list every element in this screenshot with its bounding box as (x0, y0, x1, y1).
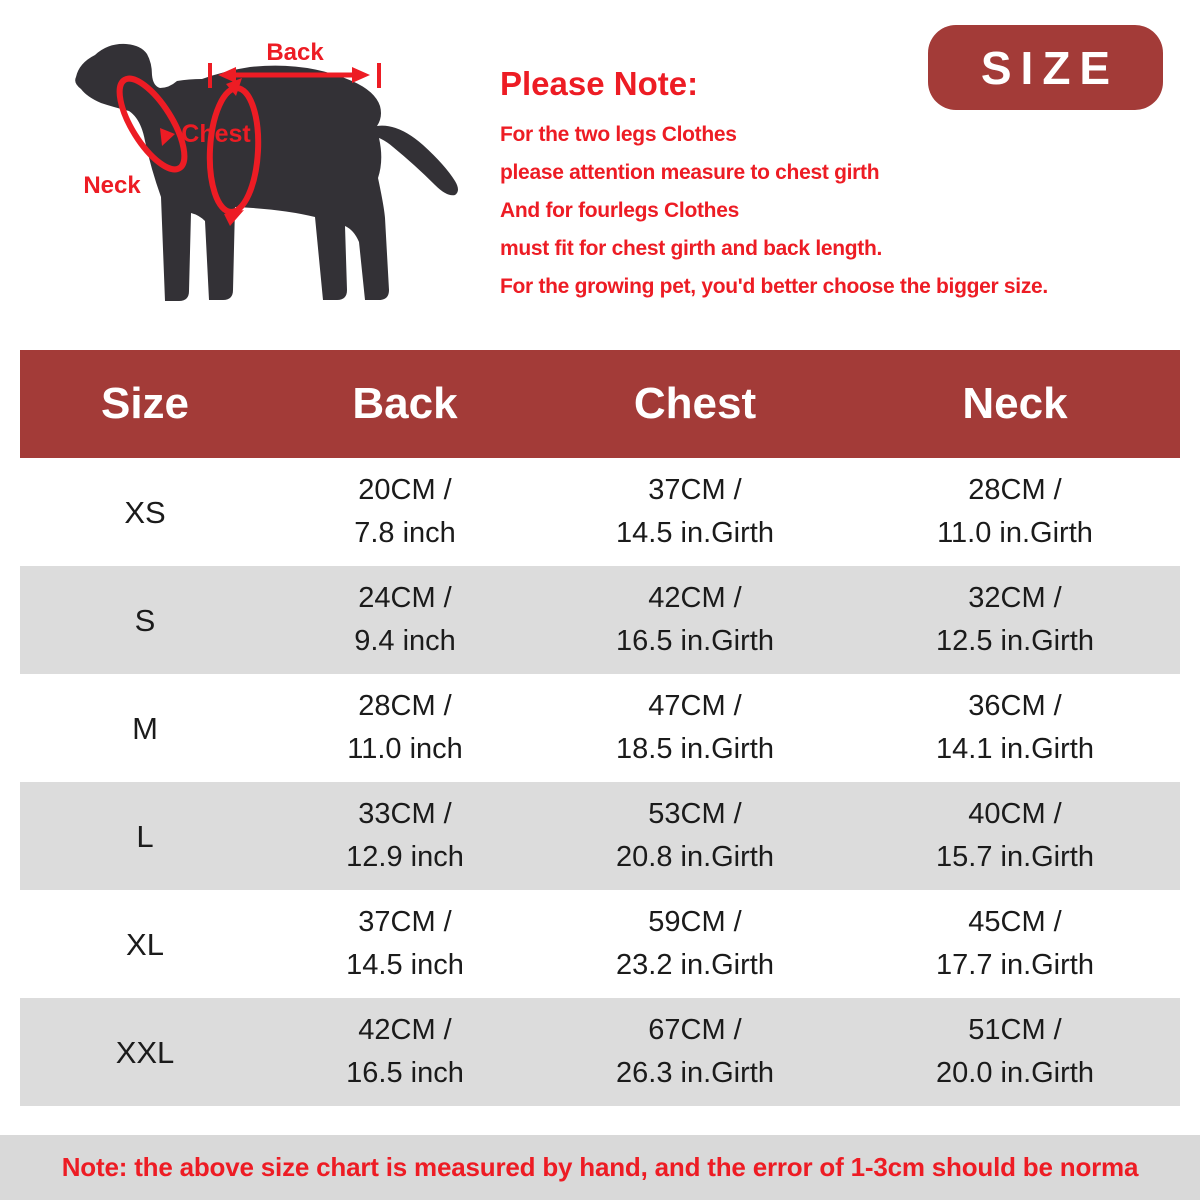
neck-cell (850, 469, 1180, 555)
back-cm: 28CM / (358, 690, 452, 722)
neck-cm: 28CM / (968, 474, 1062, 506)
back-cm: 24CM / (358, 582, 452, 614)
neck-cell (850, 685, 1180, 771)
back-inch: 7.8 inch (354, 517, 456, 549)
back-inch: 14.5 inch (346, 949, 464, 981)
chest-cell (540, 793, 850, 879)
table-row-l (20, 782, 1180, 890)
back-cm: 42CM / (358, 1014, 452, 1046)
back-arrowhead-right (352, 67, 370, 83)
table-row-xxl (20, 998, 1180, 1106)
back-inch: 12.9 inch (346, 841, 464, 873)
please-note-title: Please Note: (500, 65, 699, 102)
chest-cell (540, 469, 850, 555)
size-label: M (132, 710, 158, 746)
chest-inch: 20.8 in.Girth (616, 841, 774, 873)
back-cell (270, 1009, 540, 1095)
back-cell (270, 901, 540, 987)
neck-cm: 40CM / (968, 798, 1062, 830)
neck-cell (850, 1009, 1180, 1095)
size-label: XXL (115, 1034, 175, 1070)
header-back: Back (352, 379, 458, 428)
header-size: Size (100, 379, 190, 428)
chest-cell (540, 577, 850, 663)
chest-cell (540, 1009, 850, 1095)
back-cell (270, 685, 540, 771)
neck-cell (850, 793, 1180, 879)
chest-cell (540, 685, 850, 771)
chest-inch: 16.5 in.Girth (616, 625, 774, 657)
neck-inch: 15.7 in.Girth (936, 841, 1094, 873)
note-line-5: For the growing pet, you'd better choose the bigger size. (500, 275, 1048, 298)
back-cm: 33CM / (358, 798, 452, 830)
back-inch: 11.0 inch (347, 733, 463, 765)
chest-inch: 26.3 in.Girth (616, 1057, 774, 1089)
neck-inch: 11.0 in.Girth (937, 517, 1093, 549)
chest-inch: 23.2 in.Girth (616, 949, 774, 981)
chest-label: Chest (181, 120, 251, 148)
neck-cm: 32CM / (968, 582, 1062, 614)
back-cm: 37CM / (358, 906, 452, 938)
note-line-3: And for fourlegs Clothes (500, 199, 739, 222)
note-line-2: please attention measure to chest girth (500, 161, 880, 184)
size-label: XL (126, 926, 164, 962)
chest-inch: 18.5 in.Girth (616, 733, 774, 765)
back-label: Back (266, 39, 324, 66)
chest-cell (540, 901, 850, 987)
back-cell (270, 577, 540, 663)
back-cell (270, 793, 540, 879)
back-cm: 20CM / (358, 474, 452, 506)
neck-cell (850, 577, 1180, 663)
measurement-diagram (38, 20, 478, 320)
back-inch: 9.4 inch (354, 625, 456, 657)
size-label: L (136, 818, 154, 854)
chest-cm: 42CM / (648, 582, 742, 614)
footer-note: Note: the above size chart is measured by hand, and the error of 1-3cm should be norma (0, 1135, 1200, 1200)
table-row-xl (20, 890, 1180, 998)
table-row-s (20, 566, 1180, 674)
back-inch: 16.5 inch (346, 1057, 464, 1089)
back-cell (270, 469, 540, 555)
chest-cm: 53CM / (648, 798, 742, 830)
neck-cell (850, 901, 1180, 987)
size-table (20, 350, 1180, 1106)
header-chest: Chest (633, 379, 757, 428)
size-label: S (134, 602, 156, 638)
neck-inch: 20.0 in.Girth (936, 1057, 1094, 1089)
size-badge: SIZE (928, 25, 1163, 110)
chest-inch: 14.5 in.Girth (616, 517, 774, 549)
table-row-xs (20, 458, 1180, 566)
header-neck: Neck (962, 379, 1068, 428)
chest-cm: 37CM / (648, 474, 742, 506)
chest-cm: 47CM / (648, 690, 742, 722)
table-header-row (20, 350, 1180, 458)
neck-cm: 36CM / (968, 690, 1062, 722)
neck-inch: 14.1 in.Girth (936, 733, 1094, 765)
table-row-m (20, 674, 1180, 782)
neck-inch: 12.5 in.Girth (936, 625, 1094, 657)
chest-cm: 59CM / (648, 906, 742, 938)
neck-inch: 17.7 in.Girth (936, 949, 1094, 981)
note-line-4: must fit for chest girth and back length. (500, 237, 883, 260)
size-label: XS (124, 494, 166, 530)
note-line-1: For the two legs Clothes (500, 123, 737, 146)
neck-label: Neck (83, 172, 141, 199)
chest-cm: 67CM / (648, 1014, 742, 1046)
neck-cm: 51CM / (968, 1014, 1062, 1046)
neck-cm: 45CM / (968, 906, 1062, 938)
